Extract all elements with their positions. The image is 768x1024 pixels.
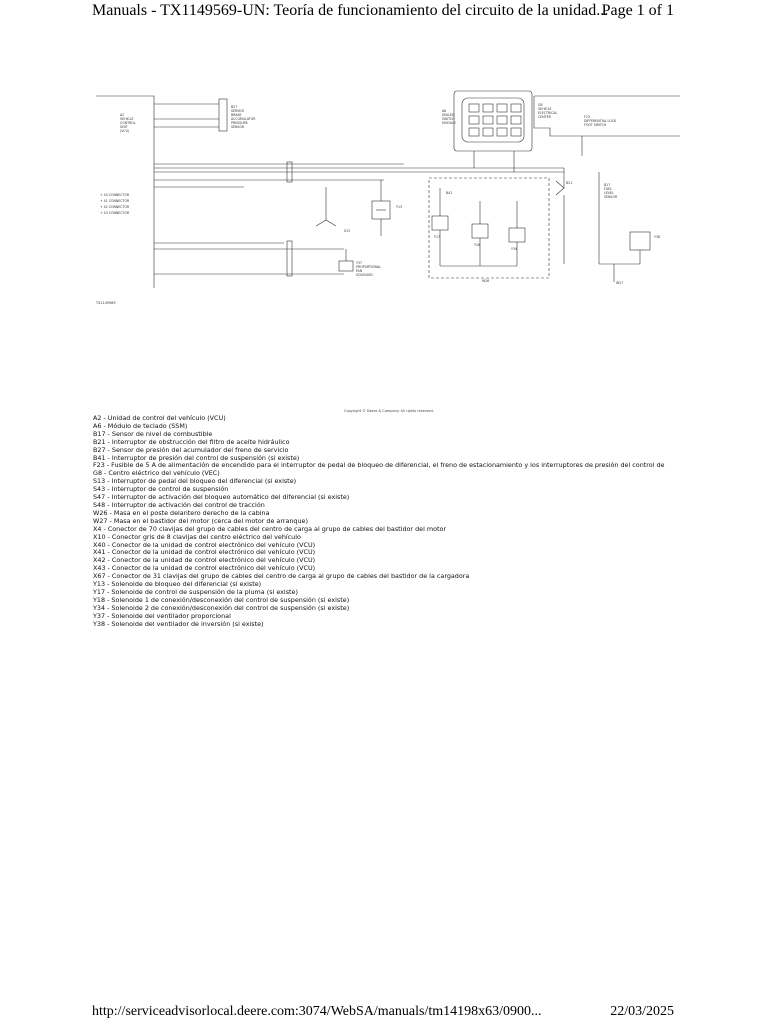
legend-item: S13 - Interruptor de pedal del bloqueo del diferencial (si existe)	[93, 477, 297, 486]
legend-item: Y38 - Solenoide del ventilador de inversión (si existe)	[93, 619, 264, 628]
legend-item: B21 - Interruptor de obstrucción del filtro de aceite hidráulico	[93, 437, 290, 446]
svg-text:LEVEL: LEVEL	[604, 191, 614, 195]
legend-item: X10 - Conector gris de 8 clavijas del centro eléctrico del vehículo	[93, 532, 301, 541]
legend-item: X40 - Conector de la unidad de control electrónico del vehículo (VCU)	[93, 540, 316, 549]
legend-item: B41 - Interruptor de presión del control de suspensión (si existe)	[93, 453, 300, 462]
legend-item: A2 - Unidad de control del vehículo (VCU)	[93, 415, 226, 422]
svg-text:CONTROL: CONTROL	[120, 121, 136, 125]
svg-text:CENTER: CENTER	[538, 115, 551, 119]
svg-text:SENSOR: SENSOR	[604, 195, 618, 199]
svg-text:+ 40 CONNECTOR: + 40 CONNECTOR	[100, 193, 130, 197]
svg-text:B21: B21	[566, 181, 573, 185]
svg-text:SENSOR: SENSOR	[231, 125, 245, 129]
svg-text:SERVICE: SERVICE	[231, 109, 245, 113]
wiring-schematic-graphic	[94, 86, 680, 312]
header-page-indicator: Page 1 of 1	[601, 2, 674, 19]
legend-item: B27 - Sensor de presión del acumulador del freno de servicio	[93, 445, 289, 454]
svg-text:DIFFERENTIAL LOCK: DIFFERENTIAL LOCK	[584, 119, 617, 123]
diagram-copyright: Copyright © Deere & Company. All rights reserved.	[344, 409, 434, 413]
svg-text:W26: W26	[482, 279, 490, 283]
svg-text:MODULE: MODULE	[442, 121, 456, 125]
svg-text:G8: G8	[538, 103, 543, 107]
svg-text:SOLENOID: SOLENOID	[356, 273, 373, 277]
svg-text:Y34: Y34	[511, 247, 518, 251]
svg-text:F23: F23	[584, 115, 590, 119]
legend-item: Y13 - Solenoide de bloqueo del diferencial (si existe)	[93, 580, 262, 589]
svg-text:SWITCH: SWITCH	[442, 117, 455, 121]
svg-text:(VCU): (VCU)	[120, 129, 130, 133]
legend-item: G8 - Centro eléctrico del vehículo (VEC)	[93, 469, 220, 478]
svg-text:B17: B17	[604, 183, 611, 187]
svg-text:PRESSURE: PRESSURE	[231, 121, 248, 125]
legend-item: A6 - Módulo de teclado (SSM)	[93, 421, 188, 430]
legend-item: S48 - Interruptor de activación del control de tracción	[93, 500, 265, 509]
svg-text:S13: S13	[344, 229, 351, 233]
header-title: Manuals - TX1149569-UN: Teoría de funcionamiento del circuito de la unidad...	[92, 2, 609, 19]
svg-text:FOOT SWITCH: FOOT SWITCH	[584, 123, 607, 127]
svg-text:FAN: FAN	[356, 269, 363, 273]
legend-item: Y37 - Solenoide del ventilador proporcional	[93, 611, 231, 620]
legend-item: W27 - Masa en el bastidor del motor (cerca del motor de arranque)	[93, 516, 308, 525]
svg-text:Y37: Y37	[356, 261, 363, 265]
svg-text:Y13: Y13	[396, 205, 403, 209]
svg-text:PROPORTIONAL: PROPORTIONAL	[356, 265, 381, 269]
legend-item: Y17 - Solenoide de control de suspensión de la pluma (si existe)	[93, 587, 298, 596]
svg-text:+ 41 CONNECTOR: + 41 CONNECTOR	[100, 199, 130, 203]
svg-text:FUEL: FUEL	[604, 187, 612, 191]
svg-text:+ 43 CONNECTOR: + 43 CONNECTOR	[100, 211, 130, 215]
legend-item: Y18 - Solenoide 1 de conexión/desconexión del control de suspensión (si existe)	[93, 595, 350, 604]
svg-text:ELECTRICAL: ELECTRICAL	[538, 111, 558, 115]
legend-list	[93, 415, 677, 628]
legend-item: S43 - Interruptor de control de suspensión	[93, 485, 229, 494]
svg-text:SEALED: SEALED	[442, 113, 455, 117]
svg-text:VEHICLE: VEHICLE	[538, 107, 552, 111]
legend-item: X4 - Conector de 70 clavijas del grupo de cables del centro de carga al grupo de cables del bastidor del motor	[93, 524, 447, 533]
legend-item: X42 - Conector de la unidad de control electrónico del vehículo (VCU)	[93, 556, 316, 565]
svg-text:Y17: Y17	[434, 235, 441, 239]
footer-date: 22/03/2025	[610, 1004, 674, 1019]
svg-text:W27: W27	[616, 281, 624, 285]
wiring-diagram	[94, 86, 680, 312]
svg-text:B27: B27	[231, 105, 238, 109]
legend-item: S47 - Interruptor de activación del bloqueo automático del diferencial (si existe)	[93, 493, 350, 502]
footer-url: http://serviceadvisorlocal.deere.com:3074/WebSA/manuals/tm14198x63/0900...	[92, 1004, 542, 1019]
svg-text:UNIT: UNIT	[120, 125, 128, 129]
svg-text:BRAKE: BRAKE	[231, 113, 242, 117]
svg-text:Y38: Y38	[654, 235, 661, 239]
legend-item: X43 - Conector de la unidad de control electrónico del vehículo (VCU)	[93, 564, 316, 573]
svg-text:Y18: Y18	[474, 243, 481, 247]
figure-id: TX1149569	[96, 301, 116, 305]
legend-item: X41 - Conector de la unidad de control electrónico del vehículo (VCU)	[93, 548, 316, 557]
legend-item: W26 - Masa en el poste delantero derecho de la cabina	[93, 508, 270, 517]
svg-text:B41: B41	[446, 191, 453, 195]
svg-text:VEHICLE: VEHICLE	[120, 117, 134, 121]
legend-item: F23 - Fusible de 5 A de alimentación de encendido para el interruptor de pedal de bloqueo de diferencial, el freno de estacionamiento y los interruptores de presión del control de	[93, 461, 665, 470]
legend-item: X67 - Conector de 31 clavijas del grupo de cables del centro de carga al grupo de cables del bastidor de la cargadora	[93, 572, 470, 581]
legend-item: B17 - Sensor de nivel de combustible	[93, 429, 213, 438]
svg-text:A2: A2	[120, 113, 125, 117]
svg-text:ACCUMULATOR: ACCUMULATOR	[231, 117, 256, 121]
svg-text:+ 42 CONNECTOR: + 42 CONNECTOR	[100, 205, 130, 209]
legend-item: Y34 - Solenoide 2 de conexión/desconexión del control de suspensión (si existe)	[93, 603, 350, 612]
svg-text:A6: A6	[442, 109, 447, 113]
